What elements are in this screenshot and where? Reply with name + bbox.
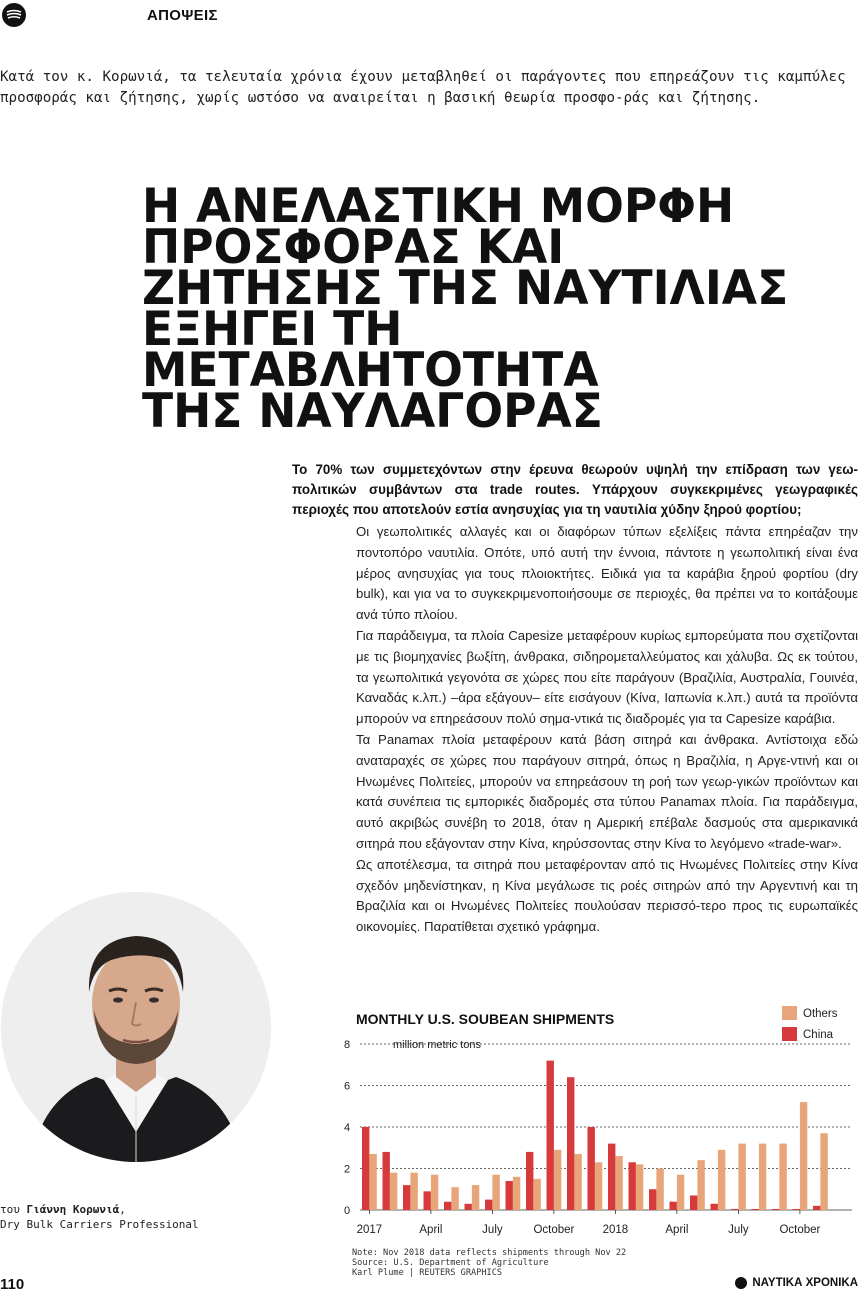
y-axis-label: million metric tons bbox=[393, 1039, 482, 1051]
body-paragraph: Τα Panamax πλοία μεταφέρουν κατά βάση σιτηρά και άνθρακα. Αντίστοιχα εδώ αναταραχές σε χώρες που παράγουν σιτηρά, όπως η Βραζιλία, η Αργε-ντινή και οι Ηνωμένες Πολιτείες, μπορούν να επηρεάσουν τη ροή των γεωρ-γικών προϊόντων και κατά συνέπεια τις εμπορικές διαδρομές στα τύπου Panamax πλοία. Για παράδειγμα, αυτό ακριβώς συνέβη το 2018, όταν η Αμερική επέβαλε δασμούς στα αμερικανικά σιτηρά που εξάγονταν στην Κίνα, κηρύσσοντας στην Κίνα το λεγόμενο «trade-war». bbox=[356, 731, 858, 851]
x-tick-label: July bbox=[728, 1224, 749, 1236]
headline-line: ΠΡΟΣΦΟΡΑΣ ΚΑΙ bbox=[142, 220, 565, 275]
chart-source: Source: U.S. Department of Agriculture bbox=[352, 1258, 549, 1269]
x-tick-label: July bbox=[482, 1224, 503, 1236]
y-tick-label: 6 bbox=[344, 1080, 351, 1093]
bar-china bbox=[813, 1206, 820, 1210]
bar-china bbox=[485, 1200, 492, 1210]
soybean-shipments-chart bbox=[330, 1002, 866, 1282]
section-label: ΑΠΟΨΕΙΣ bbox=[147, 7, 218, 24]
chart-title: MONTHLY U.S. SOUBEAN SHIPMENTS bbox=[356, 1011, 615, 1027]
x-tick-label: 2018 bbox=[602, 1224, 629, 1236]
bar-others bbox=[595, 1162, 602, 1210]
y-tick-label: 8 bbox=[344, 1039, 351, 1051]
chart-note: Note: Nov 2018 data reflects shipments through Nov 22 bbox=[352, 1248, 627, 1258]
headline-line: ΤΗΣ ΝΑΥΛΑΓΟΡΑΣ bbox=[142, 384, 603, 439]
bar-others bbox=[431, 1175, 438, 1210]
byline-comma: , bbox=[119, 1203, 126, 1216]
page-number: 110 bbox=[0, 1276, 25, 1291]
x-tick-label: April bbox=[665, 1224, 689, 1236]
bar-others bbox=[636, 1164, 643, 1210]
bar-china bbox=[526, 1152, 533, 1210]
intro-paragraph: Κατά τον κ. Κορωνιά, τα τελευταία χρόνια έχουν μεταβληθεί οι παράγοντες που επηρεάζουν τις καμπύλες προσφοράς και ζήτησης, χωρίς ωστόσο να αναιρείται η βασική θεωρία προσφο-ράς και ζήτησης. bbox=[0, 69, 846, 106]
bar-others bbox=[410, 1173, 417, 1210]
brand-name: ΝΑΥΤΙΚΑ ΧΡΟΝΙΚΑ bbox=[752, 1277, 858, 1289]
bar-others bbox=[820, 1133, 827, 1210]
bar-china bbox=[711, 1204, 718, 1210]
legend-swatch bbox=[782, 1027, 797, 1041]
x-tick-label: April bbox=[419, 1224, 443, 1236]
author-role: Dry Bulk Carriers Professional bbox=[0, 1217, 199, 1231]
legend-swatch bbox=[782, 1006, 797, 1020]
chart-notes bbox=[352, 1248, 626, 1279]
bar-others bbox=[615, 1156, 622, 1210]
bar-china bbox=[670, 1202, 677, 1210]
headline-line: Η ΑΝΕΛΑΣΤΙΚΗ ΜΟΡΦΗ bbox=[142, 179, 735, 234]
body-paragraph: Οι γεωπολιτικές αλλαγές και οι διαφόρων τύπων εξελίξεις πάντα επηρέαζαν την ποντοπόρο ναυτιλία. Οπότε, υπό αυτή την έννοια, πάντοτε η γεωπολιτική είναι ένα μέρος ανησυχίας για τους πλοιοκτήτες. Ειδικά για τα καράβια ξηρού φορτίου (dry bulk), και για να το συγκεκριμενοποιήσουμε σε περιοχές, θα πρέπει να το κοιτάξουμε ανά τύπο πλοίου. bbox=[356, 524, 858, 623]
magazine-brand bbox=[735, 1277, 858, 1289]
bar-china bbox=[403, 1185, 410, 1210]
bar-others bbox=[533, 1179, 540, 1210]
bar-others bbox=[369, 1154, 376, 1210]
brand-logo-icon bbox=[735, 1277, 747, 1289]
bar-others bbox=[390, 1173, 397, 1210]
headline-line: ΕΞΗΓΕΙ ΤΗ ΜΕΤΑΒΛΗΤΟΤΗΤΑ bbox=[142, 302, 599, 398]
bar-others bbox=[718, 1150, 725, 1210]
bar-others bbox=[472, 1185, 479, 1210]
bar-china bbox=[629, 1162, 636, 1210]
author-byline bbox=[0, 1203, 199, 1232]
bar-china bbox=[362, 1127, 369, 1210]
bar-china bbox=[772, 1209, 779, 1210]
headline-line: ΖΗΤΗΣΗΣ ΤΗΣ ΝΑΥΤΙΛΙΑΣ bbox=[142, 261, 789, 316]
bar-others bbox=[800, 1102, 807, 1210]
bar-others bbox=[656, 1169, 663, 1211]
byline-prefix: του bbox=[0, 1203, 20, 1216]
bar-china bbox=[690, 1195, 697, 1210]
legend-label: China bbox=[803, 1029, 834, 1041]
bar-others bbox=[513, 1177, 520, 1210]
bar-others bbox=[759, 1144, 766, 1210]
bar-china bbox=[588, 1127, 595, 1210]
chart-canvas bbox=[330, 1002, 866, 1247]
article-body bbox=[356, 522, 858, 938]
author-portrait bbox=[1, 892, 271, 1162]
magazine-logo-icon bbox=[2, 3, 26, 27]
bar-china bbox=[649, 1189, 656, 1210]
bar-others bbox=[677, 1175, 684, 1210]
author-name: Γιάννη Κορωνιά bbox=[26, 1203, 120, 1216]
bar-china bbox=[444, 1202, 451, 1210]
legend-label: Others bbox=[803, 1008, 838, 1020]
x-tick-label: 2017 bbox=[356, 1224, 383, 1236]
bar-china bbox=[506, 1181, 513, 1210]
bar-china bbox=[731, 1209, 738, 1210]
bar-china bbox=[793, 1209, 800, 1210]
bar-others bbox=[574, 1154, 581, 1210]
bar-others bbox=[779, 1144, 786, 1210]
bar-china bbox=[424, 1191, 431, 1210]
body-paragraph: Για παράδειγμα, τα πλοία Capesize μεταφέρουν κυρίως εμπορεύματα που σχετίζονται με τις βιομηχανίες βωξίτη, άνθρακα, σιδηρομεταλλεύματος και χάλυβα. Ως εκ τούτου, τα γεωπολιτικά γεγονότα σε χώρες που είτε παράγουν (Βραζιλία, Αυστραλία, Γουινέα, Καναδάς κ.λπ.) –άρα εξάγουν– είτε εισάγουν (Κίνα, Ιαπωνία κ.λπ.) αυτά τα προϊόντα μπορούν να επηρεάσουν πολύ σημα-ντικά τις διαδρομές για τα Capesize καράβια. bbox=[356, 627, 858, 727]
bar-china bbox=[465, 1204, 472, 1210]
bar-others bbox=[697, 1160, 704, 1210]
y-tick-label: 4 bbox=[344, 1122, 351, 1134]
bar-china bbox=[752, 1209, 759, 1210]
chart-credit: Karl Plume | REUTERS GRAPHICS bbox=[352, 1268, 503, 1279]
bar-china bbox=[383, 1152, 390, 1210]
article-headline bbox=[142, 179, 844, 439]
bar-others bbox=[451, 1187, 458, 1210]
bar-others bbox=[492, 1175, 499, 1210]
bar-others bbox=[554, 1150, 561, 1210]
x-tick-label: October bbox=[533, 1224, 575, 1236]
y-tick-label: 0 bbox=[344, 1205, 351, 1217]
x-tick-label: October bbox=[779, 1224, 821, 1236]
bar-china bbox=[567, 1077, 574, 1210]
interview-question: Το 70% των συμμετεχόντων στην έρευνα θεωρούν υψηλή την επίδραση των γεω-πολιτικών συμβάντων στα trade routes. Υπάρχουν συγκεκριμένες γεωγραφικές περιοχές που αποτελούν εστία ανησυχίας για τη ναυτιλία χύδην ξηρού φορτίου; bbox=[292, 462, 858, 517]
bar-china bbox=[547, 1061, 554, 1210]
body-paragraph: Ως αποτέλεσμα, τα σιτηρά που μεταφέρονταν από τις Ηνωμένες Πολιτείες στην Κίνα σχεδόν μηδενίστηκαν, η Κίνα μεγάλωσε τις ροές σιτηρών από την Αργεντινή και τη Βραζιλία και οι Ηνωμένες Πολιτείες πουλούσαν περισσό-τερο προς τις ευρωπαϊκές οικονομίες. Παρατίθεται σχετικό γράφημα. bbox=[356, 856, 858, 935]
y-tick-label: 2 bbox=[344, 1163, 351, 1176]
bar-china bbox=[608, 1144, 615, 1210]
bar-others bbox=[738, 1144, 745, 1210]
